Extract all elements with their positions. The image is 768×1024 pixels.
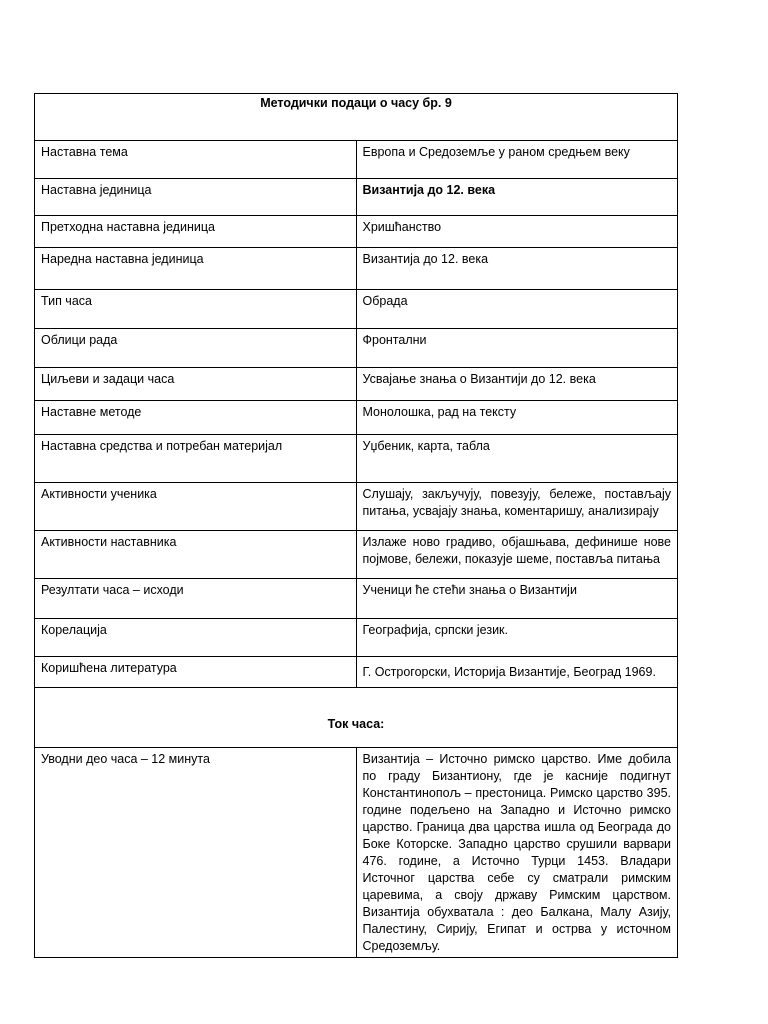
table-row [35,141,678,179]
table-row [35,401,678,435]
table-row [35,290,678,329]
row-label: Резултати часа – исходи [35,579,357,619]
tok-casa-row [35,688,678,748]
row-label: Наставна тема [35,141,357,179]
title-row [35,94,678,141]
lesson-plan-page [34,93,678,958]
section-heading: Ток часа: [35,688,678,748]
row-label: Циљеви и задаци часа [35,368,357,401]
row-value: Фронтални [356,329,678,368]
row-label: Наставна средства и потребан материјал [35,435,357,483]
row-value: Византија до 12. века [356,248,678,290]
row-label: Тип часа [35,290,357,329]
table-row [35,483,678,531]
table-row [35,657,678,688]
row-value: Географија, српски језик. [356,619,678,657]
table-row [35,435,678,483]
row-value: Слушају, закључују, повезују, бележе, постављају питања, усвајају знања, коментаришу, анализирају [356,483,678,531]
table-row [35,579,678,619]
table-row [35,248,678,290]
row-value: Обрада [356,290,678,329]
table-row [35,329,678,368]
row-value: Византија – Источно римско царство. Име добила по граду Бизантиону, где је касније подигнут Константинопољ – престоница. Римско царство 395. године подељено на Западно и Источно римско царство. Граница два царства ишла од Београда до Боке Которске. Западно царство срушили варвари 476. године, а Источно Турци 1453. Владари Источног царства себе су сматрали римским царевима, а своју државу Римским царством. Византија обухватала : део Балкана, Малу Азију, Палестину, Сирију, Египат и острва у источном Средоземљу. [356,748,678,958]
document-title: Методички подаци о часу бр. 9 [35,94,678,141]
row-label: Облици рада [35,329,357,368]
row-value: Ученици ће стећи знања о Византији [356,579,678,619]
lesson-plan-table [34,93,678,958]
row-value: Хришћанство [356,216,678,248]
table-row [35,179,678,216]
row-label: Уводни део часа – 12 минута [35,748,357,958]
row-value: Уџбеник, карта, табла [356,435,678,483]
row-label: Претходна наставна јединица [35,216,357,248]
row-label: Активности наставника [35,531,357,579]
table-row [35,748,678,958]
row-label: Корелација [35,619,357,657]
table-row [35,531,678,579]
row-value: Византија до 12. века [356,179,678,216]
row-value: Монолошка, рад на тексту [356,401,678,435]
row-value: Излаже ново градиво, објашњава, дефинише нове појмове, бележи, показује шеме, поставља питања [356,531,678,579]
table-row [35,216,678,248]
row-value: Европа и Средоземље у раном средњем веку [356,141,678,179]
row-label: Активности ученика [35,483,357,531]
table-row [35,368,678,401]
row-label: Наредна наставна јединица [35,248,357,290]
table-row [35,619,678,657]
row-value: Г. Острогорски, Историја Византије, Београд 1969. [356,657,678,688]
row-label: Наставне методе [35,401,357,435]
row-label: Наставна јединица [35,179,357,216]
row-value: Усвајање знања о Византији до 12. века [356,368,678,401]
row-label: Коришћена литература [35,657,357,688]
